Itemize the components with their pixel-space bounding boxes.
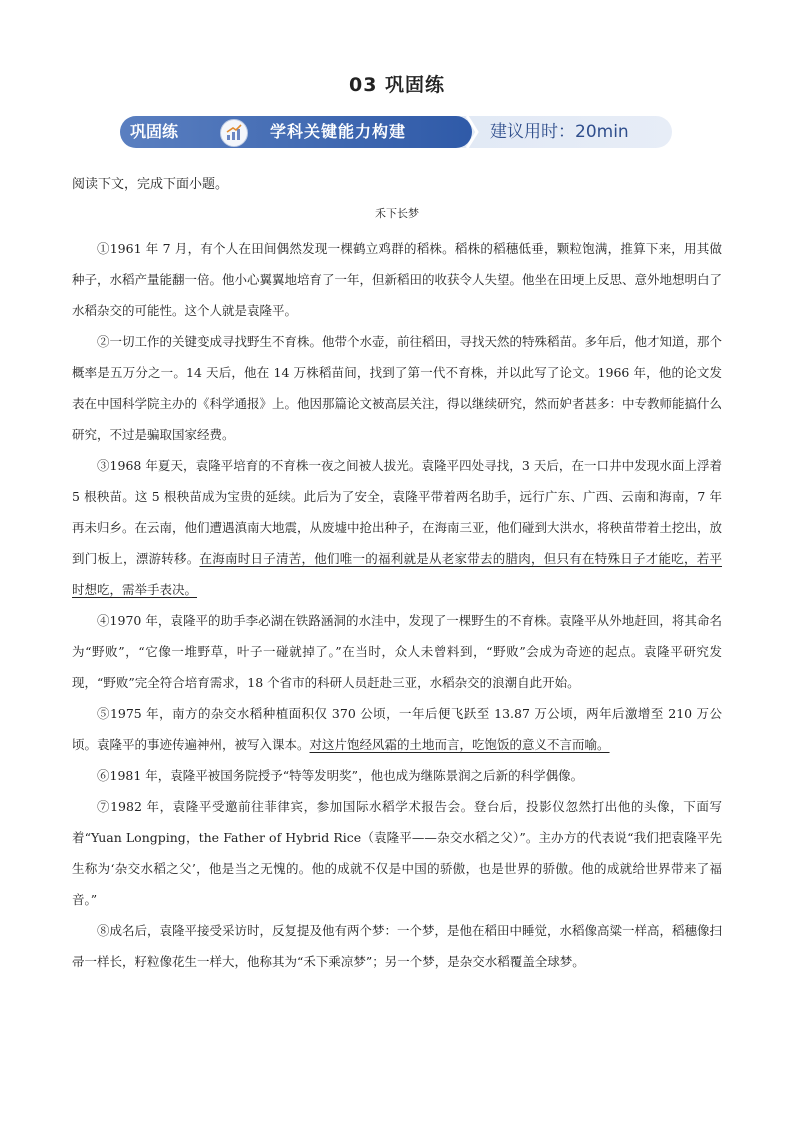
paragraph-1: ①1961 年 7 月，有个人在田间偶然发现一棵鹤立鸡群的稻株。稻株的稻穗低垂，颗粒饱满，推算下来，用其做种子，水稻产量能翻一倍。他小心翼翼地培育了一年，但新稻田的收获令人失望。他坐在田埂上反思、意外地想明白了水稻杂交的可能性。这个人就是袁隆平。 bbox=[72, 241, 723, 318]
paragraph-3-text: ③1968 年夏天，袁隆平培育的不育株一夜之间被人拔光。袁隆平四处寻找，3 天后，在一口井中发现水面上浮着 5 根秧苗。这 5 根秧苗成为宝贵的延续。此后为了安全，袁隆平带着两名助手，远行广东、广西、云南和海南，7 年再未归乡。在云南，他们遭遇滇南大地震，从废墟中抢出种子，在海南三亚，他们碰到大洪水，将秧苗带着土挖出，放到门板上，漂游转移。 bbox=[72, 458, 723, 566]
banner-label-skills: 学科关键能力构建 bbox=[270, 122, 407, 141]
paragraph-2: ②一切工作的关键变成寻找野生不育株。他带个水壶，前往稻田，寻找天然的特殊稻苗。多年后，他才知道，那个概率是五万分之一。14 天后，他在 14 万株稻苗间，找到了第一代不育株，并以此写了论文。1966 年，他的论文发表在中国科学院主办的《科学通报》上。他因那篇论文被高层关注，得以继续研究，然而妒者甚多：中专教师能搞什么研究，不过是骗取国家经费。 bbox=[72, 334, 723, 442]
paragraph-5-text: ⑤1975 年，南方的杂交水稻种植面积仅 370 公顷，一年后便飞跃至 13.87 万公顷，两年后激增至 210 万公顷。袁隆平的事迹传遍神州，被写入课本。 bbox=[72, 706, 722, 752]
paragraph-4: ④1970 年，袁隆平的助手李必湖在铁路涵洞的水洼中，发现了一棵野生的不育株。袁隆平从外地赶回，将其命名为“野败”，“它像一堆野草，叶子一碰就掉了。”在当时，众人未曾料到，“野败”会成为奇迹的起点。袁隆平研究发现，“野败”完全符合培育需求，18 个省市的科研人员赶赴三亚，水稻杂交的浪潮自此开始。 bbox=[72, 613, 722, 690]
paragraph-3 bbox=[72, 450, 722, 605]
underlined-sentence-1: 在海南时日子清苦，他们唯一的福利就是从老家带去的腊肉，但只有在特殊日子才能吃，若平时想吃，需举手表决。 bbox=[72, 551, 722, 597]
chart-growth-icon bbox=[220, 119, 248, 147]
paragraph-7: ⑦1982 年，袁隆平受邀前往菲律宾，参加国际水稻学术报告会。登台后，投影仪忽然打出他的头像，下面写着“Yuan Longping，the Father of Hybrid Rice（袁隆平——杂交水稻之父）”。主办方的代表说“我们把袁隆平先生称为‘杂交水稻之父’，他是当之无愧的。他的成就不仅是中国的骄傲，也是世界的骄傲。他的成就给世界带来了福音。” bbox=[72, 799, 722, 907]
banner-divider bbox=[465, 116, 487, 148]
banner-label-consolidate: 巩固练 bbox=[130, 122, 179, 141]
essay-title: 禾下长梦 bbox=[375, 207, 419, 220]
paragraph-6: ⑥1981 年，袁隆平被国务院授予“特等发明奖”，他也成为继陈景润之后新的科学偶像。 bbox=[97, 768, 584, 783]
suggested-time: 建议用时：20min bbox=[490, 122, 629, 142]
instruction-text: 阅读下文，完成下面小题。 bbox=[72, 177, 229, 192]
paragraph-8: ⑧成名后，袁隆平接受采访时，反复提及他有两个梦：一个梦，是他在稻田中睡觉，水稻像高粱一样高，稻穗像扫帚一样长，籽粒像花生一样大，他称其为“禾下乘凉梦”；另一个梦，是杂交水稻覆盖全球梦。 bbox=[72, 923, 723, 969]
section-banner bbox=[120, 116, 672, 148]
paragraph-5 bbox=[72, 698, 722, 760]
page-title: 03 巩固练 bbox=[348, 74, 446, 96]
underlined-sentence-2: 对这片饱经风霜的土地而言，吃饱饭的意义不言而喻。 bbox=[309, 737, 610, 752]
essay-body bbox=[72, 233, 722, 977]
